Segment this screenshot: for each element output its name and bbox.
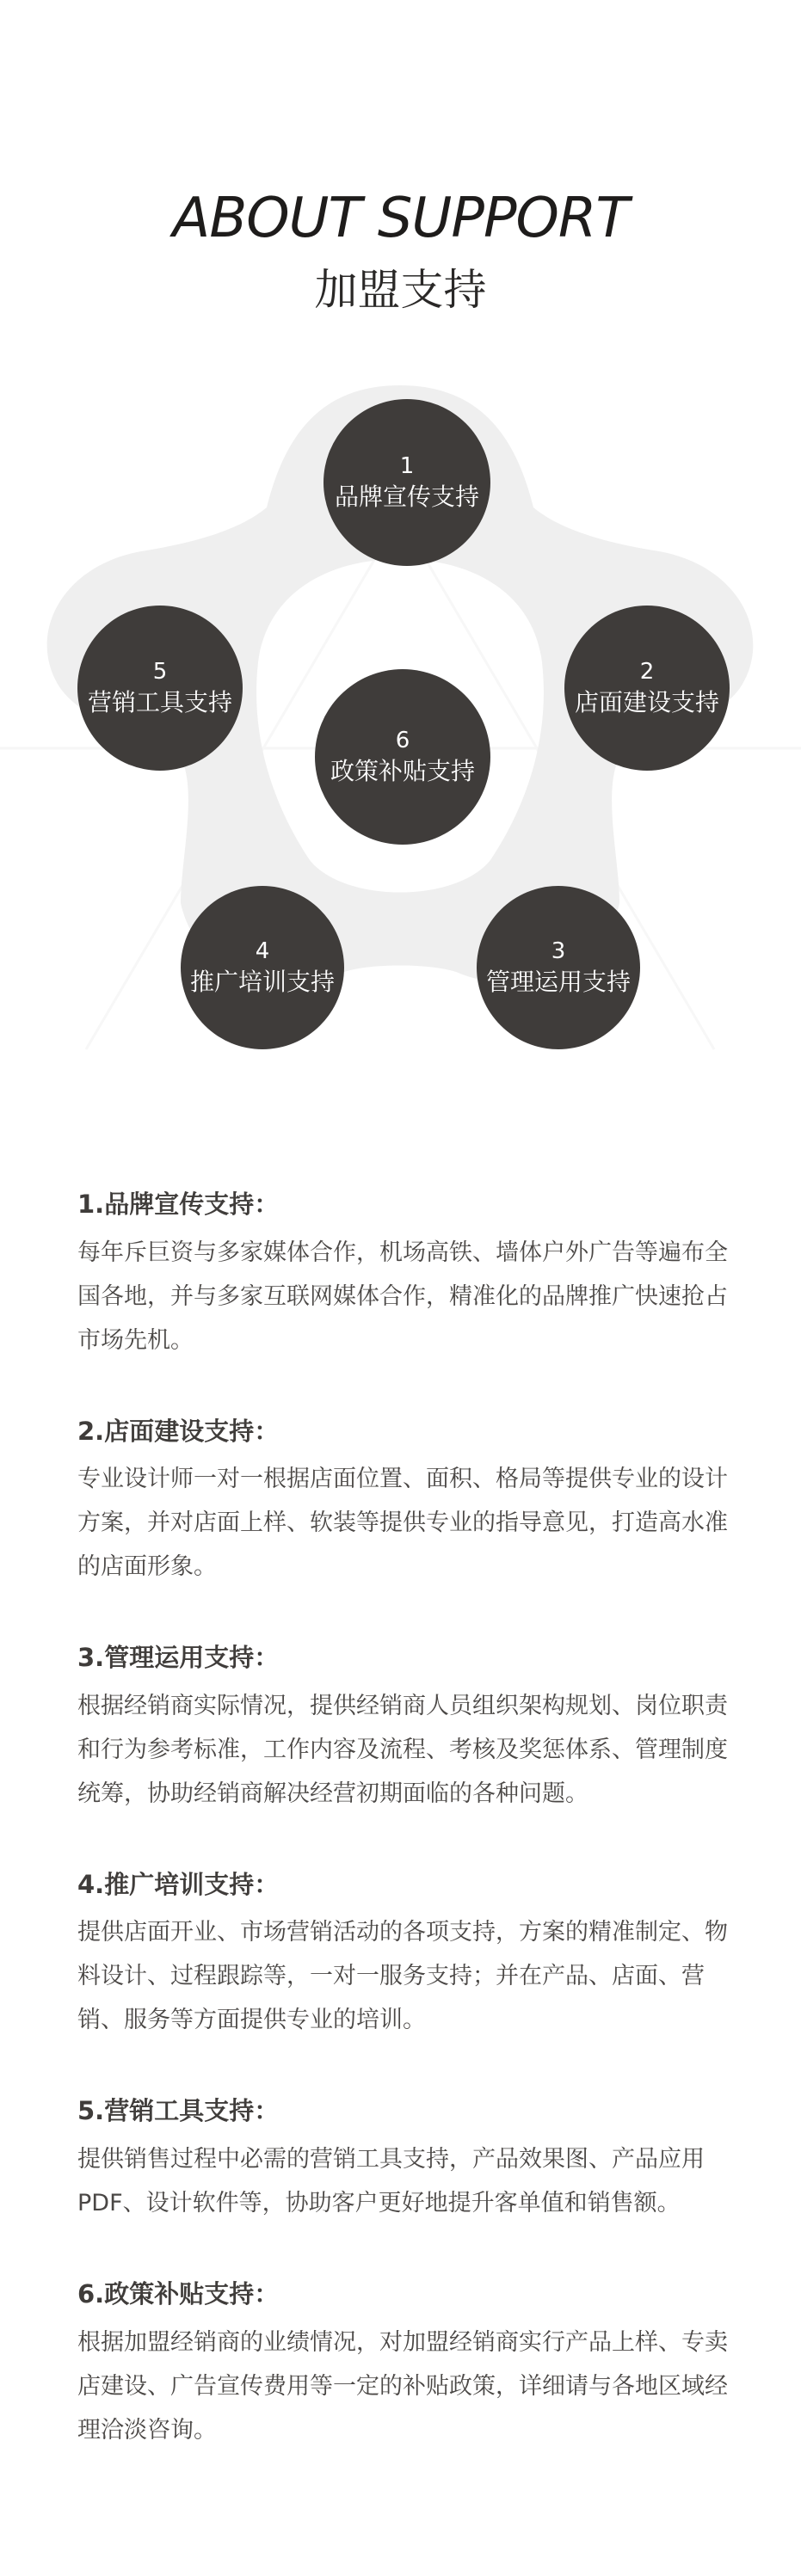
node-marketing-tools (77, 606, 243, 771)
section-management (77, 1640, 740, 1816)
node-training (181, 886, 344, 1049)
section-heading: 5.营销工具支持： (77, 2096, 280, 2126)
section-heading: 6.政策补贴支持： (77, 2278, 280, 2309)
section-heading: 2.店面建设支持： (77, 1416, 280, 1446)
node-number: 2 (639, 658, 655, 685)
node-label: 店面建设支持 (574, 687, 719, 716)
section-policy-subsidy (77, 2277, 740, 2452)
page-title-en: ABOUT SUPPORT (172, 187, 629, 250)
node-number: 5 (152, 658, 168, 685)
page-title-cn: 加盟支持 (314, 265, 487, 315)
section-body: 根据经销商实际情况，提供经销商人员组织架构规划、岗位职责和行为参考标准，工作内容及流程、考核及奖惩体系、管理制度统筹，协助经销商解决经营初期面临的各种问题。 (77, 1692, 728, 1807)
node-brand-promotion (323, 399, 490, 566)
node-number: 4 (255, 938, 270, 964)
node-management (477, 886, 640, 1049)
node-label: 营销工具支持 (87, 687, 232, 716)
section-brand-promotion (77, 1187, 740, 1362)
node-policy-subsidy (315, 669, 490, 845)
section-body: 提供销售过程中必需的营销工具支持，产品效果图、产品应用PDF、设计软件等，协助客户更好地提升客单值和销售额。 (77, 2145, 705, 2216)
section-store-construction (77, 1414, 740, 1589)
node-number: 6 (395, 727, 410, 753)
node-label: 推广培训支持 (189, 967, 335, 996)
section-heading: 3.管理运用支持： (77, 1643, 280, 1673)
support-diagram (0, 378, 801, 1067)
section-training (77, 1867, 740, 2043)
node-label: 品牌宣传支持 (334, 482, 479, 511)
section-body: 根据加盟经销商的业绩情况，对加盟经销商实行产品上样、专卖店建设、广告宣传费用等一定的补贴政策，详细请与各地区域经理洽淡咨询。 (77, 2328, 728, 2444)
node-number: 3 (551, 938, 566, 964)
section-heading: 1.品牌宣传支持： (77, 1190, 280, 1219)
node-store-construction (564, 606, 730, 771)
node-label: 管理运用支持 (485, 967, 631, 996)
section-marketing-tools (77, 2093, 740, 2225)
support-details (77, 1187, 740, 2504)
section-body: 专业设计师一对一根据店面位置、面积、格局等提供专业的设计方案，并对店面上样、软装等提供专业的指导意见，打造高水准的店面形象。 (77, 1466, 728, 1581)
section-heading: 4.推广培训支持： (77, 1869, 280, 1899)
node-label: 政策补贴支持 (330, 756, 475, 785)
section-body: 每年斥巨资与多家媒体合作，机场高铁、墙体户外广告等遍布全国各地，并与多家互联网媒体合作，精准化的品牌推广快速抢占市场先机。 (77, 1239, 728, 1354)
section-body: 提供店面开业、市场营销活动的各项支持，方案的精准制定、物料设计、过程跟踪等，一对一服务支持；并在产品、店面、营销、服务等方面提供专业的培训。 (77, 1919, 728, 2034)
node-number: 1 (399, 452, 415, 479)
